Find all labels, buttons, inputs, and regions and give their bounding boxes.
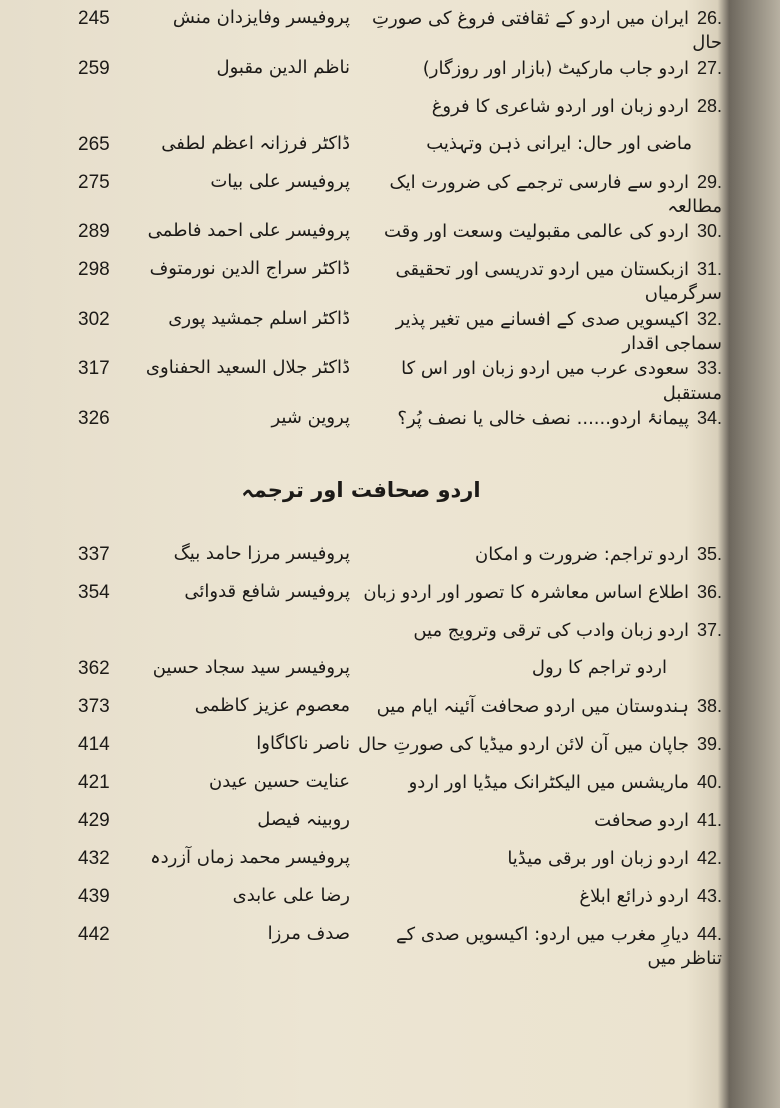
entry-page-number: 302 xyxy=(78,308,110,330)
toc-section-2 xyxy=(0,542,722,972)
toc-entry xyxy=(0,56,722,94)
entry-number: 32. xyxy=(696,308,722,329)
entry-author: ڈاکٹر سراج الدین نورمتوف xyxy=(149,258,350,280)
entry-number: 44. xyxy=(696,923,722,944)
entry-author: پروفیسر مرزا حامد بیگ xyxy=(173,542,350,564)
entry-page-number: 337 xyxy=(78,543,110,565)
entry-title-text: اطلاع اساس معاشرہ کا تصور اور اردو زبان xyxy=(363,581,689,603)
entry-number: 31. xyxy=(696,259,722,280)
entry-title xyxy=(350,770,722,795)
entry-page-number: 265 xyxy=(78,133,110,155)
entry-title-text: اردو جاب مارکیٹ (بازار اور روزگار) xyxy=(422,57,689,79)
toc-entry xyxy=(0,732,722,770)
entry-number: 38. xyxy=(696,695,722,716)
toc-entry xyxy=(0,694,722,732)
entry-number: 27. xyxy=(696,57,722,78)
entry-title xyxy=(350,170,722,220)
toc-entry xyxy=(0,307,722,357)
entry-title xyxy=(350,580,722,605)
toc-entry xyxy=(0,132,722,170)
entry-title xyxy=(350,257,722,307)
entry-page-number: 326 xyxy=(78,407,110,429)
entry-title-text: ہندوستان میں اردو صحافت آئینہ ایام میں xyxy=(376,695,689,717)
entry-number: 35. xyxy=(696,543,722,564)
entry-title xyxy=(350,656,722,680)
entry-number: 39. xyxy=(696,733,722,754)
toc-entry xyxy=(0,846,722,884)
entry-page-number: 432 xyxy=(78,847,110,869)
toc-entry xyxy=(0,580,722,618)
entry-title-text: اردو زبان اور برقی میڈیا xyxy=(507,847,689,869)
entry-title-text: اردو سے فارسی ترجمے کی ضرورت ایک مطالعہ xyxy=(389,171,722,217)
section-heading: اردو صحافت اور ترجمہ xyxy=(241,477,481,502)
toc-entry xyxy=(0,356,722,406)
entry-page-number: 362 xyxy=(78,657,110,679)
entry-title xyxy=(350,406,722,431)
toc-entry xyxy=(0,219,722,257)
toc-entry xyxy=(0,542,722,580)
entry-number: 34. xyxy=(696,407,722,428)
entry-title-text: اردو صحافت xyxy=(594,809,689,831)
entry-author: پروفیسر شافع قدوائی xyxy=(184,580,350,602)
entry-number: 37. xyxy=(696,619,722,640)
entry-title-text: ماریشس میں الیکٹرانک میڈیا اور اردو xyxy=(408,771,689,793)
toc-entry xyxy=(0,808,722,846)
entry-title-text: اردو کی عالمی مقبولیت وسعت اور وقت xyxy=(383,221,689,243)
toc-entry xyxy=(0,6,722,56)
toc-entry xyxy=(0,922,722,972)
entry-author: ڈاکٹر فرزانہ اعظم لطفی xyxy=(161,132,350,154)
entry-page-number: 442 xyxy=(78,923,110,945)
entry-author: ڈاکٹر جلال السعید الحفناوی xyxy=(145,357,350,379)
entry-page-number: 414 xyxy=(78,733,110,755)
entry-title-text: سعودی عرب میں اردو زبان اور اس کا مستقبل xyxy=(401,358,722,404)
entry-title xyxy=(350,6,722,56)
entry-author: روبینہ فیصل xyxy=(257,808,350,830)
entry-author: پروفیسر سید سجاد حسین xyxy=(152,656,350,678)
entry-title-text: پیمانۂ اردو...... نصف خالی یا نصف پُر؟ xyxy=(397,407,689,429)
entry-page-number: 429 xyxy=(78,809,110,831)
entry-title xyxy=(350,618,722,643)
entry-number: 33. xyxy=(696,358,722,379)
entry-title xyxy=(350,56,722,81)
entry-number: 29. xyxy=(696,171,722,192)
toc-entry xyxy=(0,656,722,694)
entry-title xyxy=(350,94,722,119)
entry-title xyxy=(350,307,722,357)
entry-page-number: 245 xyxy=(78,8,110,29)
entry-title-text: ماضی اور حال: ایرانی ذہن وتہذیب xyxy=(426,132,692,154)
entry-title xyxy=(350,132,722,156)
toc-entry xyxy=(0,406,722,444)
entry-page-number: 439 xyxy=(78,885,110,907)
entry-author: پروفیسر علی بیات xyxy=(210,170,350,192)
entry-title xyxy=(350,732,722,757)
entry-page-number: 354 xyxy=(78,581,110,603)
entry-title-text: اردو تراجم: ضرورت و امکان xyxy=(475,543,689,565)
entry-author: ڈاکٹر اسلم جمشید پوری xyxy=(168,307,350,329)
toc-entry xyxy=(0,257,722,307)
entry-number: 42. xyxy=(696,847,722,868)
entry-number: 40. xyxy=(696,771,722,792)
entry-number: 26. xyxy=(696,8,722,28)
entry-title-text: ایران میں اردو کے ثقافتی فروغ کی صورتِ حال xyxy=(372,8,722,54)
entry-title xyxy=(350,542,722,567)
entry-author: پروفیسر علی احمد فاطمی xyxy=(147,220,350,242)
entry-author: عنایت حسین عیدن xyxy=(209,770,350,792)
entry-title-text: اکیسویں صدی کے افسانے میں تغیر پذیر سماجی اقدار xyxy=(395,308,722,355)
entry-author: معصوم عزیز کاظمی xyxy=(194,694,350,716)
entry-page-number: 317 xyxy=(78,358,110,380)
entry-author: صدف مرزا xyxy=(267,922,350,944)
entry-page-number: 275 xyxy=(78,171,110,193)
entry-number: 30. xyxy=(696,221,722,242)
entry-author: پروفیسر وفایزدان منش xyxy=(172,7,350,28)
entry-title xyxy=(350,219,722,244)
toc-section-1 xyxy=(0,6,722,444)
entry-number: 36. xyxy=(696,581,722,602)
entry-title-text: دیارِ مغرب میں اردو: اکیسویں صدی کے تناظر میں xyxy=(395,923,722,970)
toc-entry xyxy=(0,170,722,220)
entry-author: پروفیسر محمد زماں آزردہ xyxy=(150,846,350,868)
entry-author: رضا علی عابدی xyxy=(232,884,350,906)
entry-page-number: 373 xyxy=(78,695,110,717)
entry-title xyxy=(350,884,722,909)
entry-page-number: 259 xyxy=(78,57,110,79)
entry-author: ناصر ناکاگاوا xyxy=(256,732,350,754)
entry-page-number: 421 xyxy=(78,771,110,793)
entry-title xyxy=(350,846,722,871)
entry-author: ناظم الدین مقبول xyxy=(216,56,350,78)
entry-title xyxy=(350,922,722,972)
entry-number: 41. xyxy=(696,809,722,830)
entry-title-text: اردو تراجم کا رول xyxy=(531,656,667,678)
entry-number: 43. xyxy=(696,885,722,906)
entry-page-number: 289 xyxy=(78,221,110,243)
entry-title-text: ازبکستان میں اردو تدریسی اور تحقیقی سرگرمیاں xyxy=(395,259,722,305)
toc-entry xyxy=(0,770,722,808)
entry-number: 28. xyxy=(696,95,722,116)
toc-entry xyxy=(0,884,722,922)
entry-title xyxy=(350,356,722,406)
entry-author: پروین شیر xyxy=(271,406,350,428)
entry-title xyxy=(350,694,722,719)
toc-entry xyxy=(0,618,722,656)
entry-title-text: اردو ذرائع ابلاغ xyxy=(579,885,689,907)
entry-title-text: اردو زبان اور اردو شاعری کا فروغ xyxy=(431,95,689,117)
entry-title xyxy=(350,808,722,833)
entry-title-text: جاپان میں آن لائن اردو میڈیا کی صورتِ حال xyxy=(357,733,689,755)
entry-title-text: اردو زبان وادب کی ترقی وترویج میں xyxy=(413,619,689,641)
entry-page-number: 298 xyxy=(78,259,110,281)
toc-entry xyxy=(0,94,722,132)
